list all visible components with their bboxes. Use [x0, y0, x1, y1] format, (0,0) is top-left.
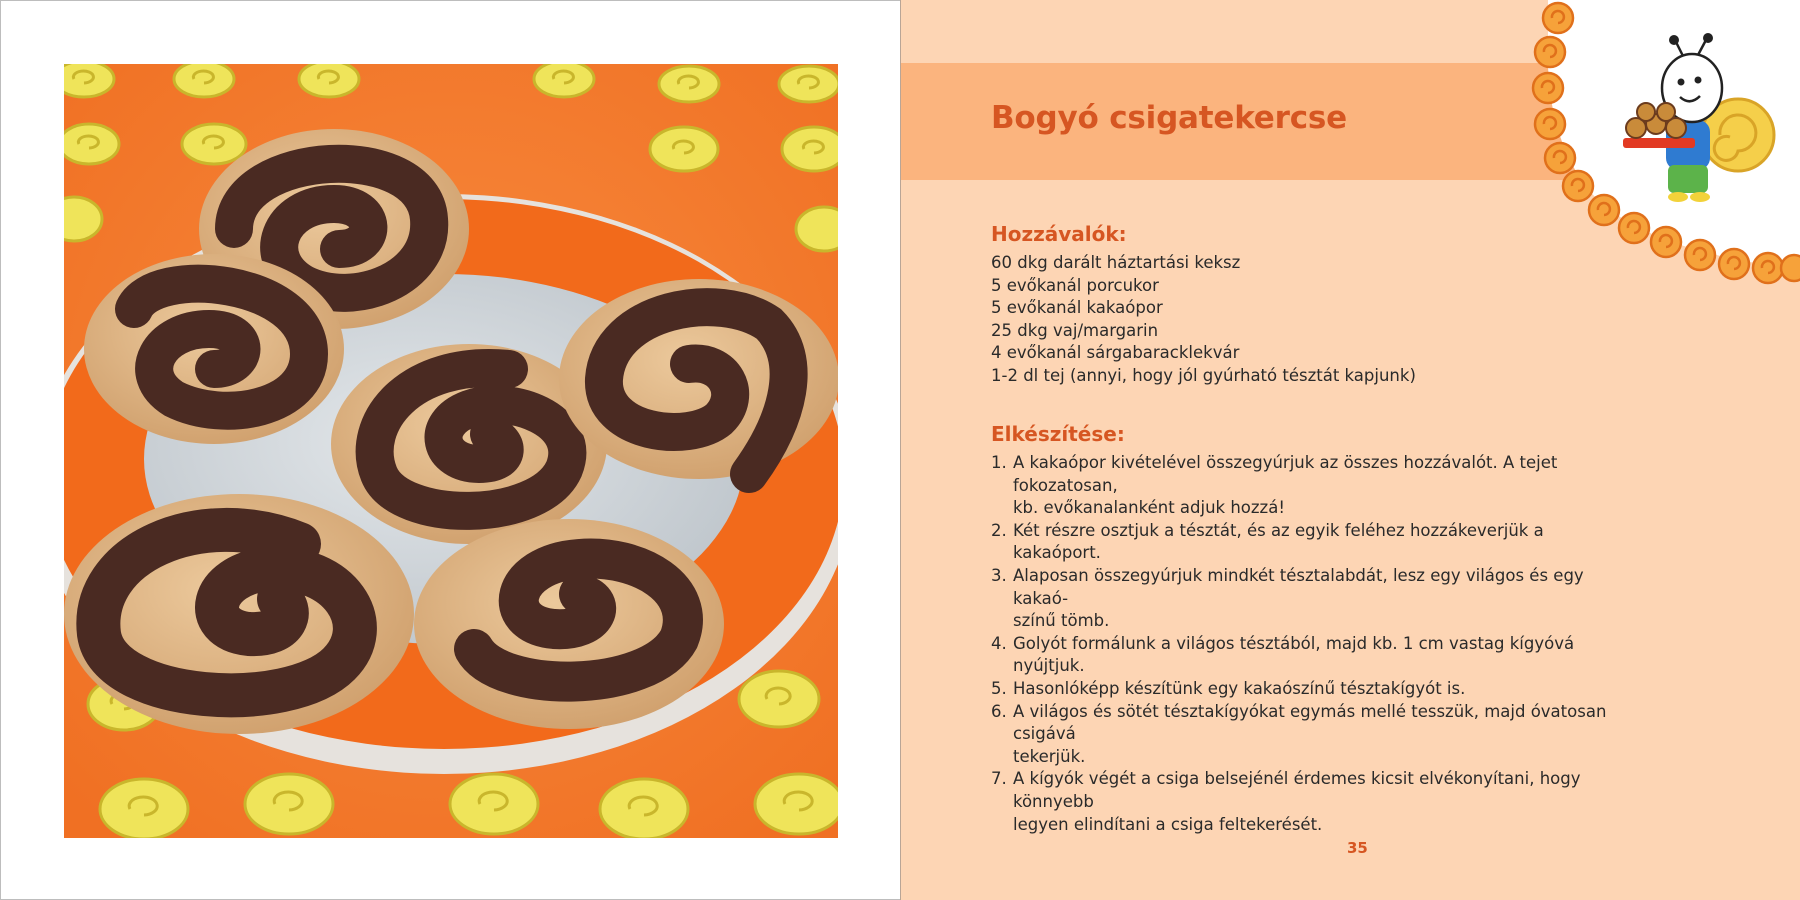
step-line: legyen elindítani a csiga feltekerését.: [1013, 814, 1323, 834]
recipe-title: Bogyó csigatekercse: [991, 100, 1347, 136]
step-line: színű tömb.: [1013, 611, 1110, 631]
step-line: kb. evőkanalanként adjuk hozzá!: [1013, 498, 1285, 518]
step-item: [991, 768, 1611, 836]
step-text: [1013, 520, 1611, 565]
snail-character-illustration-icon: [1528, 0, 1800, 290]
step-text: [1013, 701, 1611, 769]
ingredient-item: 5 evőkanál kakaópor: [991, 298, 1163, 318]
ingredients-heading: Hozzávalók:: [991, 222, 1127, 246]
step-item: [991, 565, 1611, 633]
ingredient-item: 1-2 dl tej (annyi, hogy jól gyúrható tésztát kapjunk): [991, 365, 1416, 385]
step-item: [991, 520, 1611, 565]
step-line: A világos és sötét tésztakígyókat egymás mellé tesszük, majd óvatosan csigává: [1013, 701, 1607, 744]
step-item: [991, 633, 1611, 678]
step-number: 5.: [991, 678, 1007, 698]
page-number: 35: [1347, 839, 1368, 857]
right-page: [900, 0, 1800, 900]
step-line: tekerjük.: [1013, 746, 1086, 766]
step-text: [1013, 768, 1611, 836]
step-line: Hasonlóképp készítünk egy kakaószínű tésztakígyót is.: [1013, 678, 1466, 698]
step-number: 1.: [991, 453, 1007, 472]
step-number: 2.: [991, 520, 1007, 540]
ingredient-item: 60 dkg darált háztartási keksz: [991, 253, 1241, 272]
step-item: [991, 701, 1611, 769]
step-line: Két részre osztjuk a tésztát, és az egyik feléhez hozzákeverjük a kakaóport.: [1013, 520, 1544, 563]
step-item: [991, 678, 1611, 701]
cookie-photo: [64, 64, 838, 838]
step-number: 7.: [991, 769, 1007, 789]
ingredient-item: 5 evőkanál porcukor: [991, 275, 1159, 295]
step-text: [1013, 565, 1611, 633]
step-text: [1013, 452, 1611, 520]
step-line: Alaposan összegyúrjuk mindkét tésztalabdát, lesz egy világos és egy kakaó-: [1013, 565, 1584, 608]
steps-list: [991, 452, 1611, 836]
step-line: Golyót formálunk a világos tésztából, majd kb. 1 cm vastag kígyóvá nyújtjuk.: [1013, 633, 1575, 676]
step-line: A kígyók végét a csiga belsejénél érdemes kicsit elvékonyítani, hogy könnyebb: [1013, 769, 1581, 811]
ingredient-item: 4 evőkanál sárgabaracklekvár: [991, 343, 1240, 363]
step-number: 6.: [991, 701, 1007, 721]
method-heading: Elkészítése:: [991, 422, 1125, 446]
step-number: 3.: [991, 565, 1007, 585]
step-item: [991, 452, 1611, 520]
step-text: [1013, 633, 1611, 678]
step-text: [1013, 678, 1611, 701]
step-line: A kakaópor kivételével összegyúrjuk az összes hozzávalót. A tejet fokozatosan,: [1013, 453, 1558, 495]
ingredients-list: [991, 252, 1551, 388]
ingredient-item: 25 dkg vaj/margarin: [991, 320, 1159, 340]
step-number: 4.: [991, 633, 1007, 653]
